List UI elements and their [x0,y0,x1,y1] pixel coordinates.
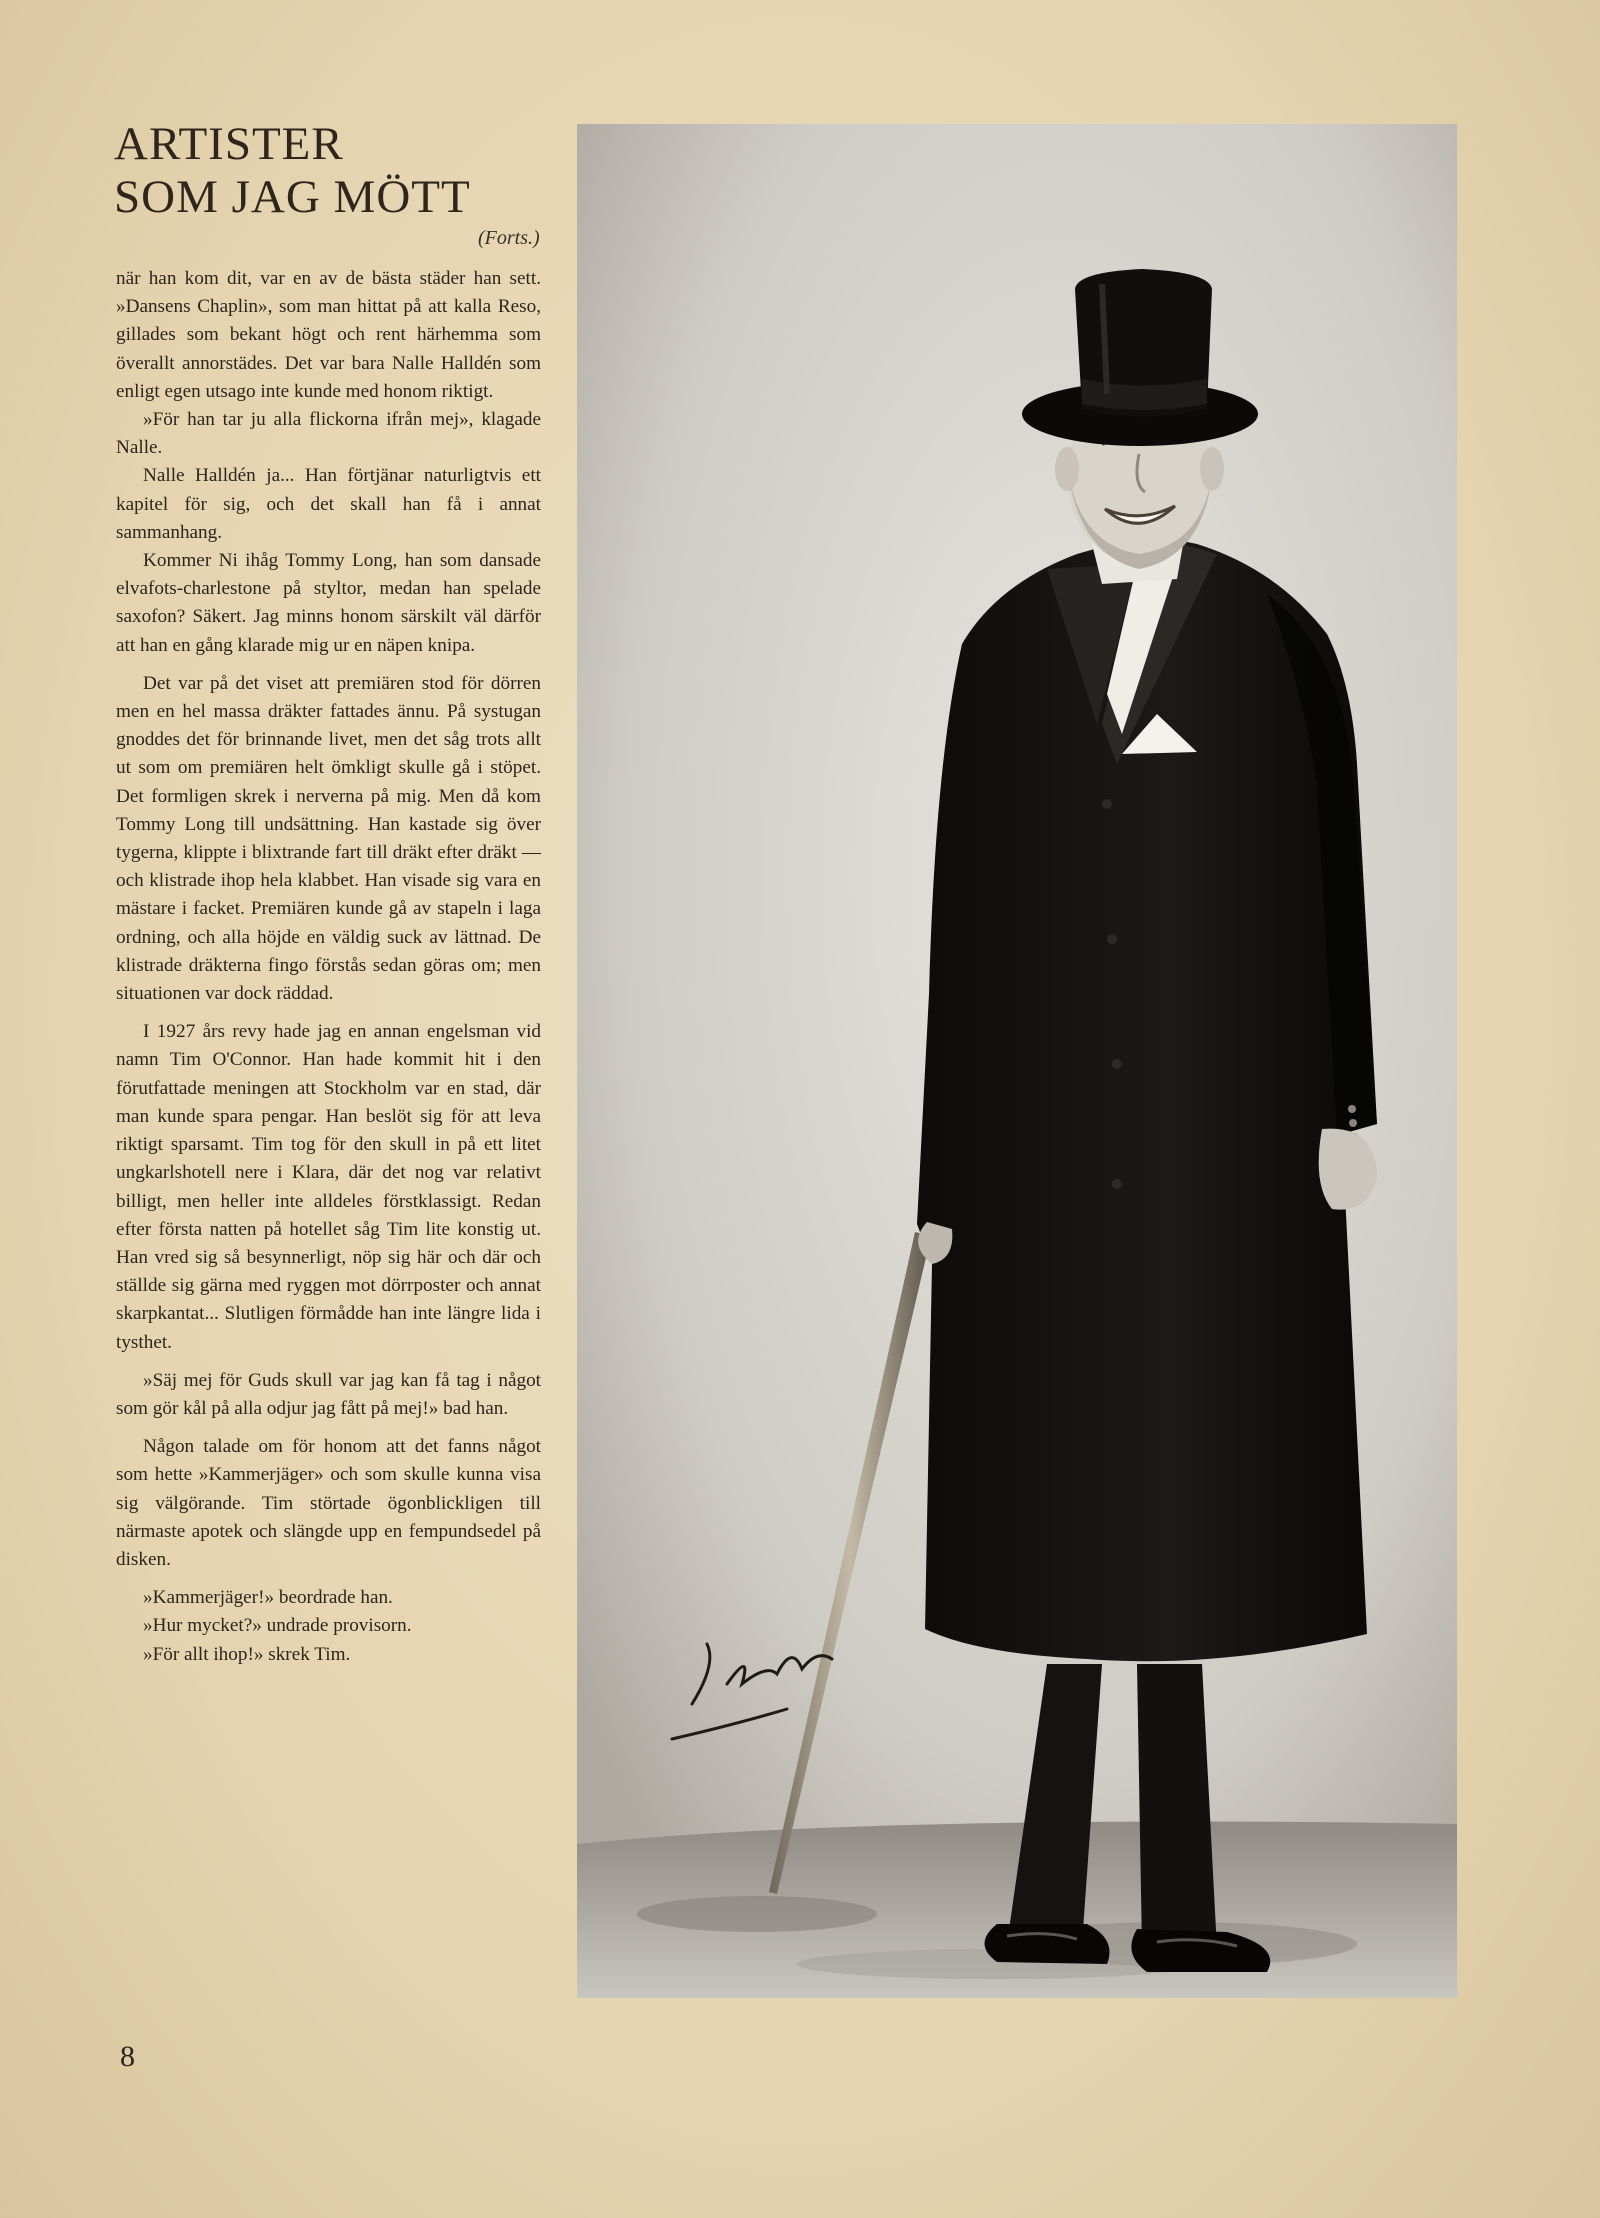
paragraph: när han kom dit, var en av de bästa städer han sett. »Dansens Chaplin», som man hittat på att kalla Reso, gillades som bekant högt och rent härhemma som överallt annorstädes. Det var bara Nalle Halldén som enligt egen utsago inte kunde med honom riktigt. [116,268,541,402]
article-title [114,118,554,224]
paragraph: »Hur mycket?» undrade provisorn. [143,1615,412,1637]
paragraph: I 1927 års revy hade jag en annan engelsman vid namn Tim O'Connor. Han hade kommit hit i den förutfattade meningen att Stockholm var en stad, där man kunde spara pengar. Han beslöt sig för att leva riktigt sparsamt. Tim tog för den skull in på ett litet ungkarlshotell nere i Klara, där det nog var relativt billigt, men heller inte alldeles förstklassigt. Redan efter första natten på hotellet såg Tim lite konstig ut. Han vred sig så besynnerligt, nöp sig här och där och ställde sig gärna med ryggen mot dörrposter och annat skarpkantat... Slutligen förmådde han inte längre lida i tysthet. [116,1021,541,1353]
title-line-1: ARTISTER [114,118,344,170]
paragraph: Kommer Ni ihåg Tommy Long, han som dansade elvafots-charlestone på styltor, medan han spelade saxofon? Säkert. Jag minns honom särskilt väl därför att han en gång klarade mig ur en näpen knipa. [116,550,541,656]
paragraph: »Säj mej för Guds skull var jag kan få tag i något som gör kål på alla odjur jag fått på mej!» bad han. [116,1369,541,1419]
portrait-photo [577,124,1457,1998]
page-number: 8 [120,2040,135,2073]
portrait-illustration [577,124,1457,1998]
article-body [116,265,541,1669]
left-shoe [985,1924,1110,1964]
title-line-2: SOM JAG MÖTT [114,171,471,223]
paragraph: »För allt ihop!» skrek Tim. [143,1643,351,1665]
paragraph: »För han tar ju alla flickorna ifrån mej», klagade Nalle. [116,409,541,459]
paragraph: Nalle Halldén ja... Han förtjänar naturligtvis ett kapitel för sig, och det skall han få i annat sammanhang. [116,465,541,543]
paragraph: Någon talade om för honom att det fanns något som hette »Kammerjäger» och som skulle kunna visa sig välgörande. Tim störtade ögonblickligen till närmaste apotek och slängde upp en fempundsedel på disken. [116,1436,541,1570]
continued-label: (Forts.) [478,227,540,249]
paragraph: Det var på det viset att premiären stod för dörren men en hel massa dräkter fattades ännu. På systugan gnoddes det för brinnande livet, men det såg trots allt ut som om premiären helt ömkligt skulle gå i stöpet. Det formligen skrek i nerverna på mig. Men då kom Tommy Long till undsättning. Han kastade sig över tygerna, klippte i blixtrande fart till dräkt efter dräkt — och klistrade ihop hela klabbet. Han visade sig vara en mästare i facket. Premiären kunde gå av stapeln i laga ordning, och alla höjde en väldig suck av lättnad. De klistrade dräkterna fingo förstås sedan göras om; men situationen var dock räddad. [116,672,541,1005]
paragraph: »Kammerjäger!» beordrade han. [143,1587,393,1609]
